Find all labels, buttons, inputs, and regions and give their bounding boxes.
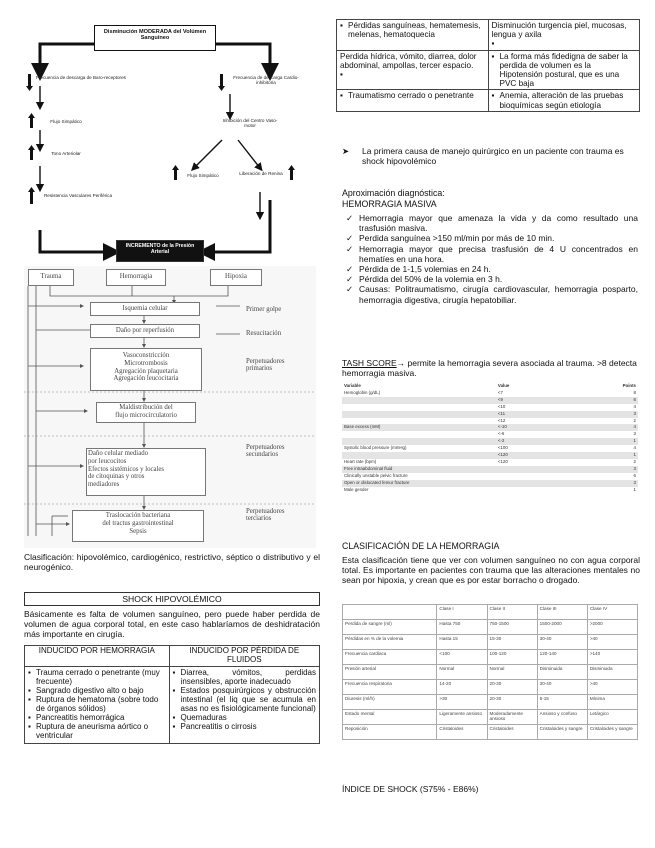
table-cell: <11 — [496, 411, 608, 418]
cause-a3: ▪ Traumatismo cerrado o penetrante — [340, 91, 485, 100]
table-cell — [496, 473, 608, 480]
arrow-right-icon: → — [396, 358, 406, 368]
table-cell: Mínima — [587, 695, 637, 710]
table-cell: Disminuida — [587, 665, 637, 680]
table-cell: 4 — [608, 424, 638, 431]
table-cell — [342, 438, 496, 445]
cause-cell — [488, 20, 640, 51]
table-cell: <10 — [497, 403, 506, 409]
table-row — [343, 680, 638, 695]
column-header: Clase IV — [587, 605, 637, 620]
indice-shock: ÍNDICE DE SHOCK (S75% - E86%) — [342, 784, 479, 794]
box-hemorragia: Hemorragia — [106, 269, 166, 286]
text-flujo-right: Flujo Simpático — [187, 173, 219, 178]
table-cell: Clinically unstable pelvic fracture — [344, 472, 408, 478]
text-inhibicion: Inhibición del Centro Vaso-motor — [222, 118, 278, 129]
column-header: Clase I — [437, 605, 487, 620]
table-cell: <100 — [437, 650, 487, 665]
induced-h2: INDUCIDO POR PÉRDIDA DE FLUIDOS — [169, 646, 319, 667]
box-disminucion: Disminución MODERADA del Volúmen Sanguíneo — [94, 25, 216, 51]
list-item: ▪ Estados posquirúrgicos y obstrucción intestinal (el liq que se acumula en asas no es fisiológicamente funcional) — [173, 687, 316, 714]
induced-table — [24, 645, 320, 744]
table-cell: 20-30 — [487, 695, 537, 710]
table-cell — [496, 466, 608, 473]
table-cell — [342, 431, 496, 438]
table-cell — [342, 418, 496, 425]
table-row — [343, 725, 638, 740]
table-cell: Frecuencia cardiaca — [343, 650, 437, 665]
table-cell: Heart rate (bpm) — [344, 458, 377, 464]
table-row — [342, 473, 638, 480]
table-cell: Hasta 750 — [437, 620, 487, 635]
clas-text: Esta clasificación tiene que ver con volumen sanguíneo no con agua corporal total. Es importante en pacientes con trauma que las alteraciones mentales no sean por hipoxia, y crean que es por estar borracho o drogado. — [342, 555, 640, 586]
list-item: ▪ Ruptura de aneurisma aórtico o ventricular — [28, 723, 166, 741]
table-cell: Letárgico — [587, 710, 637, 725]
aprox-label: Aproximación diagnóstica: — [342, 188, 445, 198]
table-cell: 1500-2000 — [537, 620, 587, 635]
table-row — [342, 404, 638, 411]
table-row — [343, 665, 638, 680]
table-row — [342, 438, 638, 445]
label-resucitacion: Resucitación — [246, 330, 282, 337]
table-cell: Systolic blood pressure (mmHg) — [344, 445, 407, 451]
table-cell: 2 — [633, 458, 636, 464]
table-row — [342, 390, 638, 397]
induced-h1: INDUCIDO POR HEMORRAGIA — [25, 646, 170, 667]
hemo-list — [342, 213, 638, 305]
table-cell — [342, 397, 496, 404]
table-cell: <-2 — [496, 438, 608, 445]
table-cell: Cristaloides — [487, 725, 537, 740]
box-dano-mediado: Daño celular mediado por leucocitos Efectos sistémicos y locales de citoquinas y otros mediadores — [86, 448, 206, 496]
label-perp-primarios: Perpetuadores primarios — [246, 358, 285, 373]
table-row — [342, 445, 638, 452]
table-cell: Moderadamente ansioso — [487, 710, 537, 725]
primera-text: La primera causa de manejo quirúrgico en un paciente con trauma es shock hipovolémico — [362, 146, 624, 167]
table-cell: Ansioso y confuso — [537, 710, 587, 725]
table-cell — [496, 487, 608, 494]
tash-label: TASH SCORE — [342, 358, 397, 368]
table-row — [342, 480, 638, 487]
cause-a1: ▪ Pérdidas sanguíneas, hematemesis, melenas, hematoquecia — [340, 21, 485, 39]
list-item: ▪ Trauma cerrado o penetrante (muy frecuente) — [28, 669, 166, 687]
list-item: ✓ Hemorragia mayor que precisa trasfusión de 4 U concentrados en hematíes en una hora. — [342, 244, 638, 264]
table-cell: Open or dislocated femur fracture — [342, 480, 496, 487]
induced-col2 — [169, 666, 319, 743]
clas-title: CLASIFICACIÓN DE LA HEMORRAGIA — [342, 541, 500, 551]
table-cell: 5-15 — [537, 695, 587, 710]
tash-intro — [342, 358, 638, 378]
table-cell: Cristaloides — [437, 725, 487, 740]
table-row — [342, 452, 638, 459]
label-perp-terciarios: Perpetuadores terciarios — [246, 508, 285, 523]
table-cell: Cristaloides y sangre — [587, 725, 637, 740]
table-header-row — [342, 383, 638, 390]
flowchart-shock-cascade — [24, 266, 316, 548]
box-dano: Daño por reperfusión — [90, 324, 200, 338]
column-header: Value — [496, 383, 608, 390]
table-row — [342, 487, 638, 494]
table-cell: 100-120 — [487, 650, 537, 665]
table-cell: 15-30 — [487, 635, 537, 650]
table-cell: >30 — [437, 695, 487, 710]
table-cell: 6 — [633, 472, 636, 478]
table-cell: Diuresis (ml/h) — [343, 695, 437, 710]
bullet-icon: ▪ — [340, 69, 343, 79]
label-primer-golpe: Primer golpe — [246, 306, 282, 313]
table-cell: 6 — [608, 397, 638, 404]
shock-text: Básicamente es falta de volumen sanguíneo, pero puede haber perdida de volumen de agua corporal total, en este caso hablaríamos de deshidratación más importante en cirugía. — [24, 609, 320, 640]
table-cell: <7 — [497, 389, 503, 395]
list-item: ✓ Pérdida de 1-1,5 volemias en 24 h. — [342, 264, 638, 274]
list-item: ✓ Pérdida del 50% de la volemia en 3 h. — [342, 274, 638, 284]
table-cell: Ligeramente ansioso — [437, 710, 487, 725]
table-cell: Pérdidas en % de la volemia — [343, 635, 437, 650]
table-cell: Hasta 15 — [437, 635, 487, 650]
table-cell: Male gender — [344, 486, 369, 492]
column-header: Clase II — [487, 605, 537, 620]
cause-cell — [337, 20, 489, 51]
table-row — [343, 635, 638, 650]
table-row — [342, 459, 638, 466]
table-cell: <-10 — [496, 424, 608, 431]
table-cell — [342, 411, 496, 418]
text-baro: Frecuencia de descarga de Baro-receptores — [36, 75, 126, 80]
causes-table — [336, 19, 640, 112]
tash-table — [342, 383, 638, 494]
cause-cell — [488, 90, 640, 111]
tash-description: permite la hemorragia severa asociada al trauma. >8 detecta hemorragia masiva. — [342, 358, 637, 379]
table-cell: 14-20 — [437, 680, 487, 695]
list-item: ✓ Causas: Politraumatismo, cirugía cardiovascular, hemorragia posparto, hemorragia digestiva, cirugía hepatobiliar. — [342, 284, 638, 304]
table-cell — [342, 452, 496, 459]
table-cell: 30-40 — [537, 635, 587, 650]
table-cell: 3 — [608, 480, 638, 487]
cause-b1: Disminución turgencia piel, mucosas, lengua y axila — [491, 21, 627, 40]
table-cell: Frecuencia respiratoria — [343, 680, 437, 695]
box-hipoxia: Hipoxia — [210, 269, 262, 286]
hemo-title: HEMORRAGIA MASIVA — [342, 199, 437, 209]
table-row — [343, 695, 638, 710]
table-cell: 30-40 — [537, 680, 587, 695]
text-cardio: Frecuencia de descarga Cardio-inhibitoria — [233, 75, 299, 86]
table-header-row — [343, 605, 638, 620]
table-cell: <100 — [497, 445, 508, 451]
table-cell: 4 — [633, 403, 636, 409]
flowchart-arrows — [24, 20, 314, 265]
table-cell: 3 — [608, 466, 638, 473]
cause-cell — [488, 50, 640, 90]
table-row — [343, 650, 638, 665]
box-incremento: INCREMENTO de la Presión Arterial — [116, 240, 204, 262]
label-perp-secundarios: Perpetuadores secundarios — [246, 444, 285, 459]
cause-b2: ▪ La forma más fidedigna de saber la perdida de volumen es la Hipotensión postural, que es una PVC baja — [492, 52, 637, 89]
clasificacion-table — [342, 604, 638, 740]
list-item: ▪ Quemaduras — [173, 714, 316, 723]
table-cell: 1 — [608, 452, 638, 459]
table-cell: >140 — [587, 650, 637, 665]
list-item: ✓ Perdida sanguínea >150 ml/min por más de 10 min. — [342, 233, 638, 243]
table-cell: Estado mental — [343, 710, 437, 725]
text-flujo-left: Flujo Simpático — [50, 119, 82, 124]
table-cell: 3 — [608, 411, 638, 418]
table-cell: 1 — [608, 438, 638, 445]
table-cell: 1 — [633, 486, 636, 492]
cause-a2: Perdida hídrica, vómito, diarrea, dolor abdominal, ampollas, tercer espacio. — [340, 51, 477, 70]
table-row — [342, 466, 638, 473]
list-item: ▪ Ruptura de hematoma (sobre todo de órganos sólidos) — [28, 696, 166, 714]
table-cell: 120-140 — [537, 650, 587, 665]
table-cell: >40 — [587, 680, 637, 695]
table-cell: Hemoglobin (g/dL) — [344, 389, 381, 395]
primera-causa — [342, 146, 640, 166]
table-cell: Cristaloides y sangre — [537, 725, 587, 740]
text-tono: Tono Arteriolar — [51, 151, 81, 156]
table-cell: <120 — [496, 452, 608, 459]
table-cell — [342, 404, 496, 411]
box-isquemia: Isquemia celular — [90, 302, 200, 316]
box-trauma: Trauma — [28, 269, 74, 286]
table-row — [343, 620, 638, 635]
shock-title: SHOCK HIPOVOLÉMICO — [24, 592, 320, 606]
table-cell: >2000 — [587, 620, 637, 635]
table-cell: Reposición — [343, 725, 437, 740]
list-item: ▪ Pancreatitis o cirrosis — [173, 723, 316, 732]
induced-col1 — [25, 666, 170, 743]
table-cell: Base excess (mM) — [342, 424, 496, 431]
text-resistencia: Resistencia Vasculares Periférica — [43, 193, 113, 198]
text-renina: Liberación de Renina — [239, 171, 283, 176]
clasificacion-text: Clasificación: hipovolémico, cardiogénico, restrictivo, séptico o distributivo y el neurogénico. — [24, 552, 320, 573]
table-row — [342, 424, 638, 431]
table-cell: 750-1500 — [487, 620, 537, 635]
table-cell: >40 — [587, 635, 637, 650]
box-maldistribucion: Maldistribución del flujo microcirculatorio — [96, 402, 196, 423]
table-cell: Free intraabdominal fluid — [342, 466, 496, 473]
table-cell — [496, 480, 608, 487]
table-cell: Normal — [437, 665, 487, 680]
list-item: ▪ Sangrado digestivo alto o bajo — [28, 687, 166, 696]
table-cell: <12 — [497, 417, 506, 423]
column-header — [343, 605, 437, 620]
cause-b3: ▪ Anemia, alteración de las pruebas bioquímicas según etiología — [492, 91, 637, 109]
table-cell: 8 — [633, 389, 636, 395]
flowchart-hemodynamic — [24, 20, 314, 265]
table-cell: <-6 — [497, 431, 505, 437]
box-traslocacion: Traslocación bacteriana del tractus gastrointestinal Sepsis — [72, 510, 204, 542]
table-row — [343, 710, 638, 725]
box-vasoconstriccion: Vasoconstricción Microtrombosis Agregación plaquetaria Agregación leucocitaria — [90, 348, 202, 391]
list-item: ▪ Pancreatitis hemorrágica — [28, 714, 166, 723]
table-cell: 20-30 — [487, 680, 537, 695]
cause-cell — [337, 50, 489, 90]
list-item: ▪ Diarrea, vómitos, perdidas insensibles, aporte inadecuado — [173, 669, 316, 687]
table-cell: Disminuida — [537, 665, 587, 680]
column-header: Variable — [342, 383, 496, 390]
table-cell: 4 — [633, 445, 636, 451]
table-row — [342, 397, 638, 404]
column-header: Points — [608, 383, 638, 390]
table-cell: Presión arterial — [343, 665, 437, 680]
cause-cell — [337, 90, 489, 111]
table-row — [342, 431, 638, 438]
table-row — [342, 418, 638, 425]
table-row — [342, 411, 638, 418]
list-item: ✓ Hemorragia mayor que amenaza la vida y da como resultado una trasfusión masiva. — [342, 213, 638, 233]
table-cell: 3 — [633, 431, 636, 437]
table-cell: 2 — [633, 417, 636, 423]
table-cell: <120 — [497, 458, 508, 464]
column-header: Clase III — [537, 605, 587, 620]
arrow-bullet-icon: ➤ — [342, 146, 350, 156]
table-cell: Perdida de sangre (ml) — [343, 620, 437, 635]
table-cell: <9 — [496, 397, 608, 404]
table-cell: Normal — [487, 665, 537, 680]
bullet-icon: ▪ — [491, 39, 495, 49]
